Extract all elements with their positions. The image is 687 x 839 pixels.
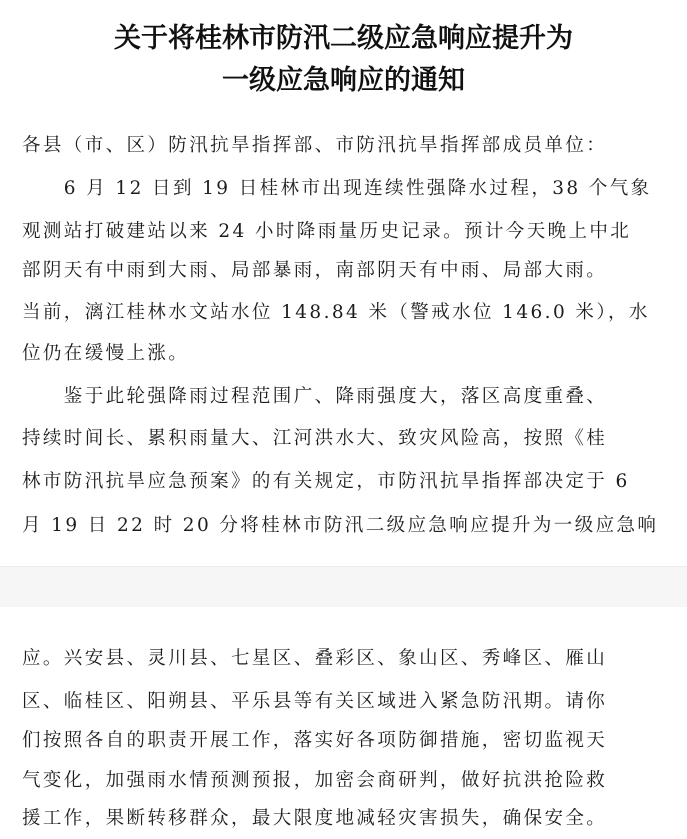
page-break-gap bbox=[0, 566, 687, 608]
body-line: 们按照各自的职责开展工作，落实好各项防御措施，密切监视天 bbox=[22, 730, 608, 751]
salutation-line: 各县（市、区）防汛抗旱指挥部、市防汛抗旱指挥部成员单位： bbox=[22, 135, 608, 156]
body-line: 6 月 12 日到 19 日桂林市出现连续性强降水过程，38 个气象 bbox=[22, 178, 652, 199]
document-title-line-1: 关于将桂林市防汛二级应急响应提升为 bbox=[114, 23, 573, 54]
body-line: 部阴天有中雨到大雨、局部暴雨，南部阴天有中雨、局部大雨。 bbox=[22, 260, 608, 281]
body-line: 位仍在缓慢上涨。 bbox=[22, 343, 190, 364]
body-line: 林市防汛抗旱应急预案》的有关规定，市防汛抗旱指挥部决定于 6 bbox=[22, 471, 630, 492]
body-line: 援工作，果断转移群众，最大限度地减轻灾害损失，确保安全。 bbox=[22, 808, 608, 829]
body-line: 月 19 日 22 时 20 分将桂林市防汛二级应急响应提升为一级应急响 bbox=[22, 515, 659, 536]
body-line: 鉴于此轮强降雨过程范围广、降雨强度大，落区高度重叠、 bbox=[22, 386, 608, 407]
body-line: 区、临桂区、阳朔县、平乐县等有关区域进入紧急防汛期。请你 bbox=[22, 691, 608, 712]
body-line: 气变化，加强雨水情预测预报，加密会商研判，做好抗洪抢险救 bbox=[22, 770, 608, 791]
document-page-bottom bbox=[0, 607, 687, 839]
body-line: 持续时间长、累积雨量大、江河洪水大、致灾风险高，按照《桂 bbox=[22, 428, 608, 449]
body-line: 观测站打破建站以来 24 小时降雨量历史记录。预计今天晚上中北 bbox=[22, 221, 632, 242]
body-line: 当前，漓江桂林水文站水位 148.84 米（警戒水位 146.0 米），水 bbox=[22, 302, 650, 323]
body-line: 应。兴安县、灵川县、七星区、叠彩区、象山区、秀峰区、雁山 bbox=[22, 648, 608, 669]
document-title-line-2: 一级应急响应的通知 bbox=[222, 65, 465, 96]
